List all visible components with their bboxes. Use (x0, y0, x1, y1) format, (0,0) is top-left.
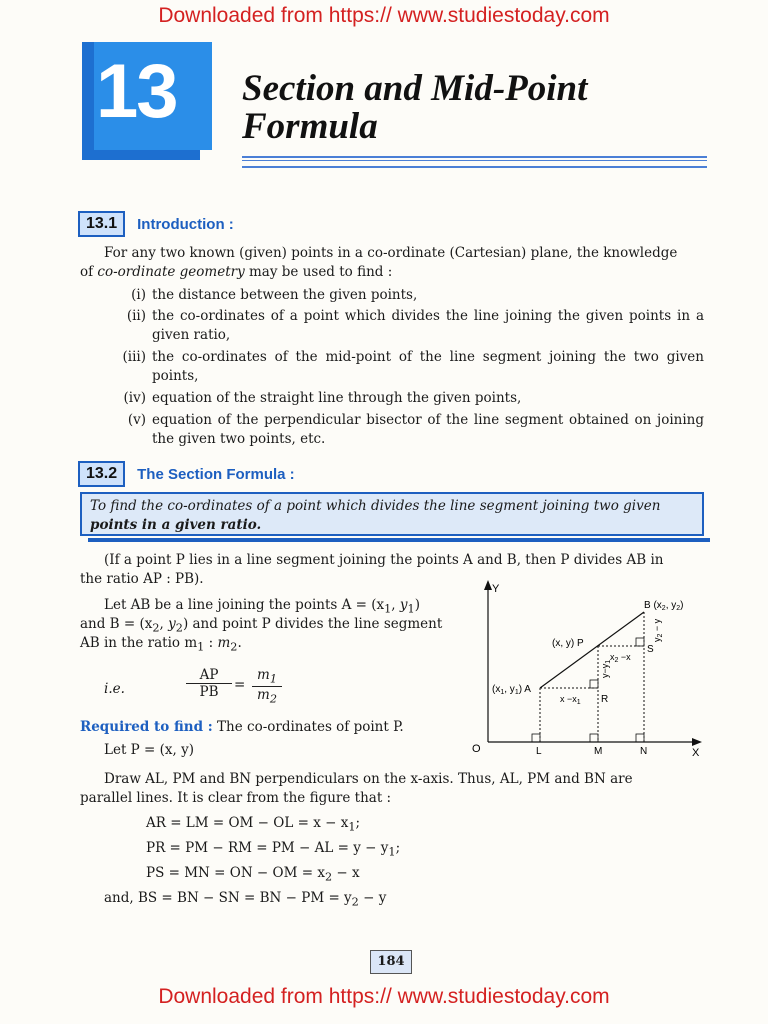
label-y-minus-y1: $y-y_1$ (600, 659, 612, 678)
section-label: Introduction : (137, 215, 234, 233)
chapter-title-line2: Formula (242, 106, 378, 147)
label-x2-minus-x: $x_2 -x$ (610, 652, 631, 664)
watermark-top: Downloaded from https:// www.studiestoday.com (158, 4, 610, 27)
paragraph-draw: Draw AL, PM and BN perpendiculars on the x-axis. Thus, AL, PM and BN are (104, 771, 633, 787)
chapter-title (242, 70, 587, 146)
label-m: M (594, 746, 603, 757)
origin-label: O (472, 743, 481, 755)
equation-ps: PS = MN = ON − OM = $x_2 - x$ (146, 865, 360, 884)
required-to-find: Required to find : The co-ordinates of point P. (80, 719, 404, 735)
chapter-number-badge (82, 42, 212, 160)
label-p: (x, y) P (552, 638, 584, 649)
fraction-ap-pb: $\frac{AP}{PB}$ (186, 667, 232, 700)
label-l: L (536, 746, 542, 757)
paragraph-draw-line2: parallel lines. It is clear from the figure that : (80, 790, 392, 806)
section-heading-13-2 (78, 461, 295, 487)
paragraph-p1: (If a point P lies in a line segment joining the points A and B, then P divides AB in (104, 552, 664, 568)
label-r: R (601, 694, 609, 705)
chapter-title-line1: Section and Mid-Point (242, 68, 588, 109)
intro-paragraph: For any two known (given) points in a co-ordinate (Cartesian) plane, the knowledge (104, 245, 678, 261)
x-axis-arrow (692, 738, 702, 746)
list-item: (ii) the co-ordinates of a point which divides the line joining the given points in a given ratio, (126, 308, 704, 343)
equation-pr: PR = PM − RM = PM − AL = $y - y_1$; (146, 840, 401, 859)
list-item: (v) equation of the perpendicular bisector of the line segment obtained on joining the given two points, etc. (127, 412, 704, 447)
section-formula-figure (468, 578, 708, 758)
page-number: 184 (370, 950, 412, 974)
intro-paragraph-line2: of co-ordinate geometry may be used to find : (80, 264, 393, 280)
label-y2-minus-y: $y_2 - y$ (652, 618, 664, 642)
segment-ab (540, 612, 644, 688)
chapter-number: 13 (96, 49, 177, 134)
equation-ar: AR = LM = OM − OL = $x - x_1$; (146, 815, 361, 834)
ie-label: i.e. (104, 681, 125, 697)
section-label: The Section Formula : (137, 465, 295, 483)
section-number: 13.2 (78, 461, 125, 487)
label-n: N (640, 746, 648, 757)
x-axis-label: X (692, 747, 700, 758)
paragraph-p1b: the ratio AP : PB). (80, 571, 204, 587)
equation-bs: and, BS = BN − SN = BN − PM = $y_2 - y$ (104, 890, 387, 909)
list-item: (iv) equation of the straight line through the given points, (123, 390, 522, 406)
label-x-minus-x1: $x -x_1$ (560, 694, 581, 706)
let-p: Let P = (x, y) (104, 742, 195, 758)
list-item: (iii) the co-ordinates of the mid-point of the line segment joining the two given points, (122, 349, 704, 384)
list-item: (i) the distance between the given points, (131, 287, 418, 303)
label-a: ($x_1$, $y_1$) A (492, 684, 531, 696)
label-b: B ($x_2$, $y_2$) (644, 600, 684, 612)
paragraph-p2: Let AB be a line joining the points $A = (x_1$, $y_1$) (104, 597, 420, 616)
paragraph-p2-line3: AB in the ratio $m_1$ : $m_2$. (80, 635, 242, 654)
definition-box: To find the co-ordinates of a point which divides the line segment joining two given points in a given ratio. (80, 492, 704, 536)
label-s: S (647, 644, 654, 655)
y-axis-arrow (484, 580, 492, 590)
y-axis-label: Y (492, 583, 500, 595)
equals-sign: = (234, 677, 246, 693)
paragraph-p2-line2: and $B = (x_2$, $y_2$) and point P divides the line segment (80, 616, 443, 635)
section-heading-13-1 (78, 211, 234, 237)
section-number: 13.1 (78, 211, 125, 237)
fraction-m1-m2: $\frac{m_1}{m_2}$ (252, 667, 282, 705)
title-rule (242, 156, 707, 168)
watermark-bottom: Downloaded from https:// www.studiestoday.com (158, 985, 610, 1008)
